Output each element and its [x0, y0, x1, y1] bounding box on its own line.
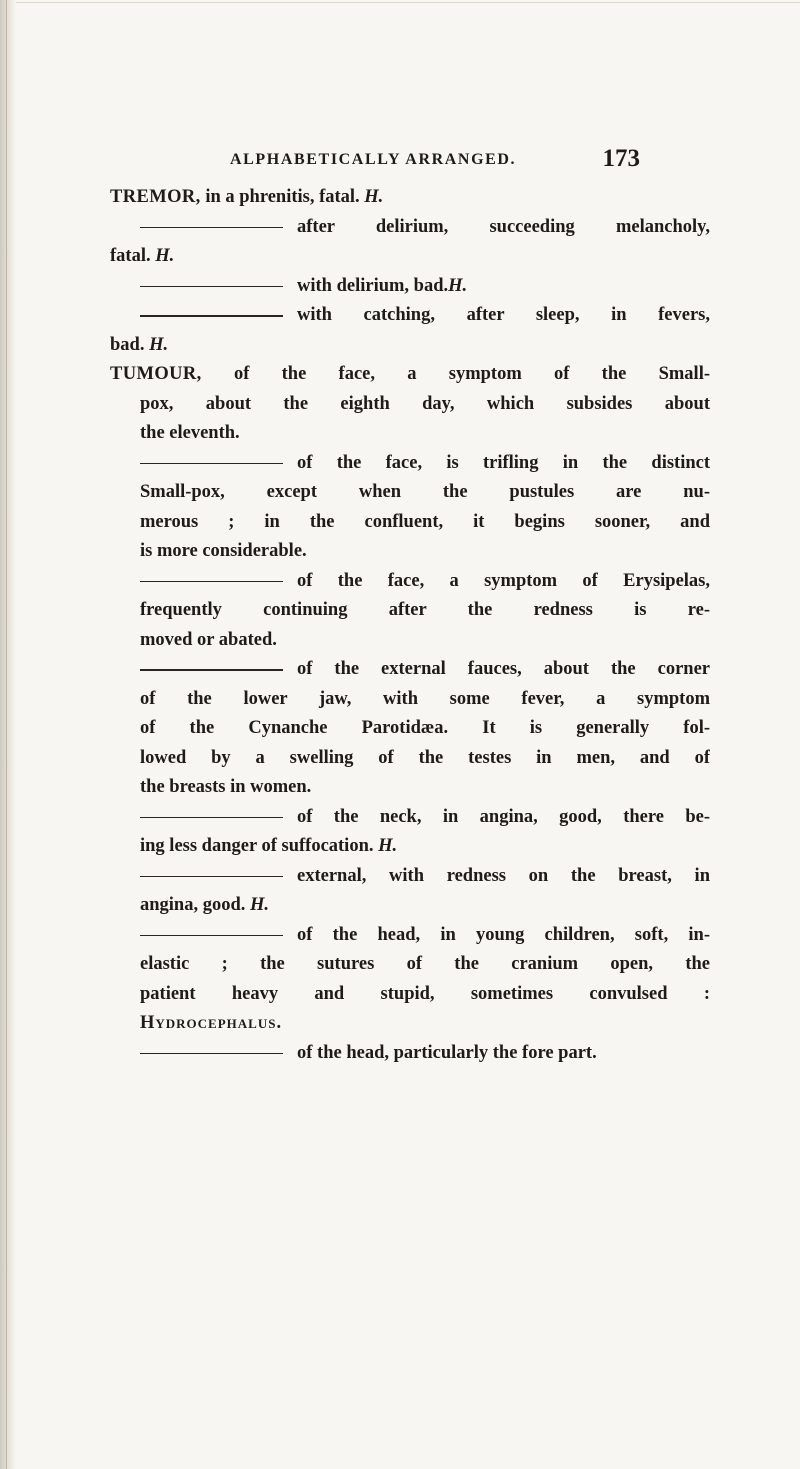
- entry-tumour-4: [110, 655, 710, 685]
- ditto-dash: [140, 669, 283, 671]
- binding-edge: [0, 0, 16, 1469]
- term-hydrocephalus: Hydrocephalus.: [140, 1013, 283, 1033]
- ditto-dash: [140, 876, 283, 878]
- entry-tumour-7: [110, 921, 710, 951]
- reference-h: H.: [155, 246, 175, 266]
- ditto-dash: [140, 463, 283, 465]
- top-edge-rule: [16, 2, 800, 3]
- entry-text: external, with redness on the breast, in: [297, 865, 710, 886]
- entry-text: of the face, is trifling in the distinct: [297, 452, 710, 473]
- entry-tumour-8: [110, 1039, 710, 1069]
- ditto-dash: [140, 935, 283, 937]
- running-head: ALPHABETICALLY ARRANGED.: [230, 151, 517, 168]
- entry-continuation: patient heavy and stupid, sometimes convulsed :: [140, 983, 710, 1004]
- entry-continuation: Small-pox, except when the pustules are nu-: [140, 482, 710, 502]
- reference-h: H.: [364, 187, 384, 207]
- page-body: [110, 183, 710, 1068]
- entry-text: of the head, in young children, soft, in-: [297, 924, 710, 945]
- entry-text: with delirium, bad.: [297, 275, 449, 296]
- entry-text: of the head, particularly the fore part.: [297, 1042, 597, 1063]
- entry-text: in a phrenitis, fatal.: [200, 187, 365, 207]
- reference-h: H.: [149, 334, 169, 355]
- entry-continuation: lowed by a swelling of the testes in men, and of: [140, 747, 710, 768]
- ditto-dash: [140, 817, 283, 819]
- entry-tremor-2: [110, 213, 710, 243]
- entry-continuation: of the Cynanche Parotidæa. It is generally fol-: [140, 718, 710, 738]
- entry-text: after delirium, succeeding melancholy,: [297, 216, 710, 237]
- headword-tumour: TUMOUR,: [110, 364, 202, 384]
- entry-tumour-6: [110, 862, 710, 892]
- entry-continuation: of the lower jaw, with some fever, a symptom: [140, 688, 710, 709]
- headword-tremor: TREMOR,: [110, 187, 201, 207]
- entry-text: with catching, after sleep, in fevers,: [297, 305, 710, 325]
- entry-text: of the face, a symptom of the Small-: [201, 364, 710, 384]
- entry-text: of the face, a symptom of Erysipelas,: [297, 570, 710, 591]
- reference-h: H.: [250, 895, 270, 915]
- reference-h: H.: [448, 275, 468, 296]
- entry-tremor-4: [110, 301, 710, 331]
- entry-text: ing less danger of suffocation.: [140, 836, 379, 856]
- entry-tumour-5: [110, 803, 710, 833]
- entry-text: angina, good.: [140, 895, 251, 915]
- entry-continuation: pox, about the eighth day, which subsides about: [140, 393, 710, 414]
- entry-tumour-2: [110, 449, 710, 479]
- ditto-dash: [140, 286, 283, 288]
- entry-continuation: merous ; in the confluent, it begins sooner, and: [140, 511, 710, 532]
- entry-continuation: [110, 891, 710, 921]
- reference-h: H.: [378, 836, 398, 856]
- entry-text: fatal.: [110, 246, 156, 266]
- entry-continuation: the breasts in women.: [140, 777, 312, 797]
- entry-continuation: [110, 242, 710, 272]
- page-number: 173: [602, 145, 640, 172]
- entry-continuation: moved or abated.: [140, 629, 277, 650]
- entry-tremor-1: [110, 183, 710, 213]
- page-header: [230, 145, 640, 174]
- ditto-dash: [140, 581, 283, 583]
- ditto-dash: [140, 1053, 283, 1055]
- entry-continuation: frequently continuing after the redness is re-: [140, 600, 710, 620]
- binding-shadow-line: [6, 0, 7, 1469]
- entry-text: of the neck, in angina, good, there be-: [297, 806, 710, 827]
- entry-continuation: the eleventh.: [140, 423, 240, 443]
- entry-tumour-1: [110, 360, 710, 390]
- entry-continuation: elastic ; the sutures of the cranium open, the: [140, 954, 710, 974]
- entry-continuation: is more considerable.: [140, 541, 307, 561]
- entry-tumour-3: [110, 567, 710, 597]
- ditto-dash: [140, 315, 283, 317]
- entry-continuation: [110, 331, 710, 361]
- entry-tremor-3: [110, 272, 710, 302]
- entry-text: of the external fauces, about the corner: [297, 659, 710, 679]
- entry-text: bad.: [110, 334, 150, 355]
- entry-continuation: [110, 832, 710, 862]
- ditto-dash: [140, 227, 283, 229]
